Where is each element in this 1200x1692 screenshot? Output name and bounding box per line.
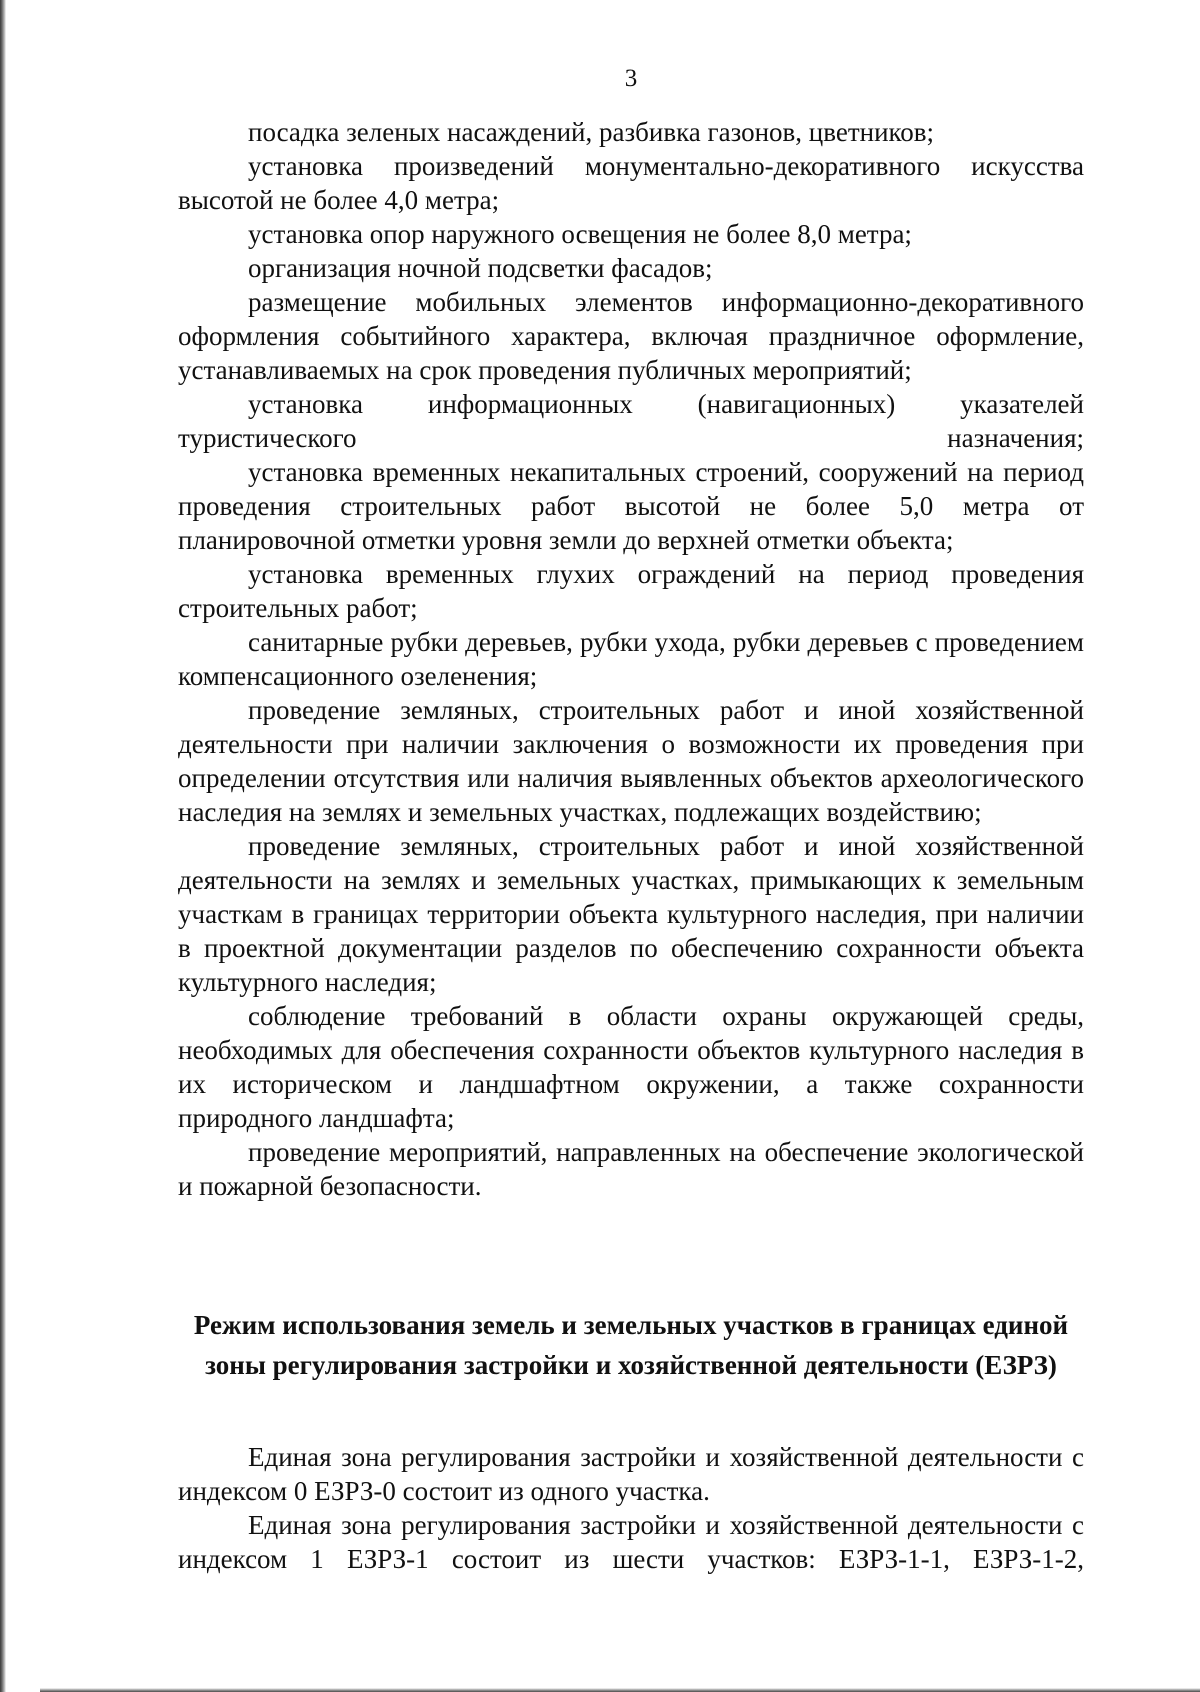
list-item: установка информационных (навигационных) указателей туристического назначения; — [178, 389, 1084, 453]
body-paragraph: Единая зона регулирования застройки и хозяйственной деятельности с индексом 1 ЕЗРЗ-1 состоит из шести участков: ЕЗРЗ-1-1, ЕЗРЗ-1-2, — [178, 1510, 1084, 1574]
bottom-block — [178, 1440, 1084, 1576]
list-item: установка временных некапитальных строений, сооружений на период проведения строительных работ высотой не более 5,0 метра от планировочной отметки уровня земли до верхней отметки объекта; — [178, 457, 1084, 555]
list-item: установка временных глухих ограждений на период проведения строительных работ; — [178, 559, 1084, 623]
list-item: проведение земляных, строительных работ и иной хозяйственной деятельности на землях и земельных участках, примыкающих к земельным участкам в границах территории объекта культурного наследия, при наличии в проектной документации разделов по обеспечению сохранности объекта культурного наследия; — [178, 831, 1084, 997]
list-item: организация ночной подсветки фасадов; — [248, 253, 713, 283]
list-item: проведение мероприятий, направленных на обеспечение экологической и пожарной безопасности. — [178, 1137, 1084, 1201]
scan-edge-left — [0, 0, 6, 1692]
list-item: соблюдение требований в области охраны окружающей среды, необходимых для обеспечения сохранности объектов культурного наследия в их историческом и ландшафтном окружении, а также сохранности природного ландшафта; — [178, 1001, 1084, 1133]
section-heading: Режим использования земель и земельных участков в границах единой зоны регулирования застройки и хозяйственной деятельности (ЕЗРЗ) — [193, 1310, 1069, 1380]
list-item: посадка зеленых насаждений, разбивка газонов, цветников; — [248, 117, 935, 147]
scan-edge-bottom — [40, 1688, 1200, 1692]
list-item: установка произведений монументально-декоративного искусства высотой не более 4,0 метра; — [178, 151, 1084, 215]
list-item: санитарные рубки деревьев, рубки ухода, рубки деревьев с проведением компенсационного озеленения; — [178, 627, 1084, 691]
list-item: установка опор наружного освещения не более 8,0 метра; — [248, 219, 912, 249]
page-number: 3 — [624, 65, 638, 92]
list-block — [178, 115, 1084, 1203]
list-item: размещение мобильных элементов информационно-декоративного оформления событийного характера, включая праздничное оформление, устанавливаемых на срок проведения публичных мероприятий; — [178, 287, 1084, 385]
body-paragraph: Единая зона регулирования застройки и хозяйственной деятельности с индексом 0 ЕЗРЗ-0 состоит из одного участка. — [178, 1442, 1084, 1506]
list-item: проведение земляных, строительных работ и иной хозяйственной деятельности при наличии заключения о возможности их проведения при определении отсутствия или наличия выявленных объектов археологического наследия на землях и земельных участках, подлежащих воздействию; — [178, 695, 1084, 827]
